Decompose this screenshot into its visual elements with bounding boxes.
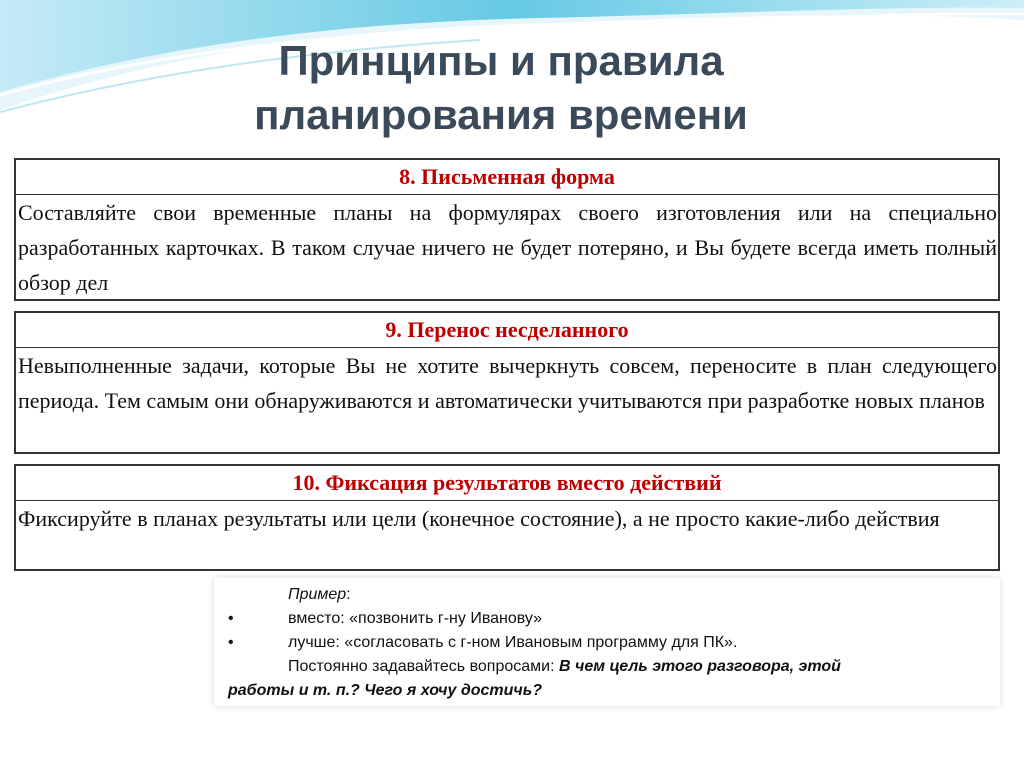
slide-title [0, 34, 1024, 142]
example-item-2 [228, 632, 990, 654]
example-question-line-2 [228, 680, 990, 702]
principle-heading: 9. Перенос несделанного [16, 313, 998, 348]
example-label: Пример [288, 586, 347, 603]
principle-text: Составляйте свои временные планы на формулярах своего изготовления или на специально разработанных карточках. В таком случае ничего не будет потеряно, и Вы будете всегда иметь полный обзор дел [18, 200, 997, 295]
principle-block-8 [14, 158, 1000, 301]
example-question-bold-2: работы и т. п.? Чего я хочу достичь? [228, 682, 543, 699]
principle-heading: 10. Фиксация результатов вместо действий [16, 466, 998, 501]
example-label-colon: : [346, 586, 351, 603]
title-line-1: Принципы и правила [278, 37, 724, 84]
example-question-bold-1: В чем цель этого разговора, этой [558, 658, 841, 675]
principle-block-9 [14, 311, 1000, 454]
example-box [214, 578, 1000, 706]
principle-block-10 [14, 464, 1000, 571]
example-item-text: лучше: «согласовать с г-ном Ивановым программу для ПК». [288, 634, 738, 651]
example-label-line [228, 584, 990, 606]
title-line-2: планирования времени [254, 91, 748, 138]
principle-text: Фиксируйте в планах результаты или цели (конечное состояние), а не просто какие-либо действия [18, 506, 940, 531]
example-question-intro: Постоянно задавайтесь вопросами: [288, 658, 559, 675]
bullet-icon: • [228, 634, 234, 651]
bullet-icon: • [228, 610, 234, 627]
principle-text: Невыполненные задачи, которые Вы не хотите вычеркнуть совсем, переносите в план следующего периода. Тем самым они обнаруживаются и автоматически учитываются при разработке новых планов [18, 353, 997, 413]
principle-heading: 8. Письменная форма [16, 160, 998, 195]
example-question-line-1 [228, 656, 990, 678]
example-item-text: вместо: «позвонить г-ну Иванову» [288, 610, 542, 627]
example-item-1 [228, 608, 990, 630]
